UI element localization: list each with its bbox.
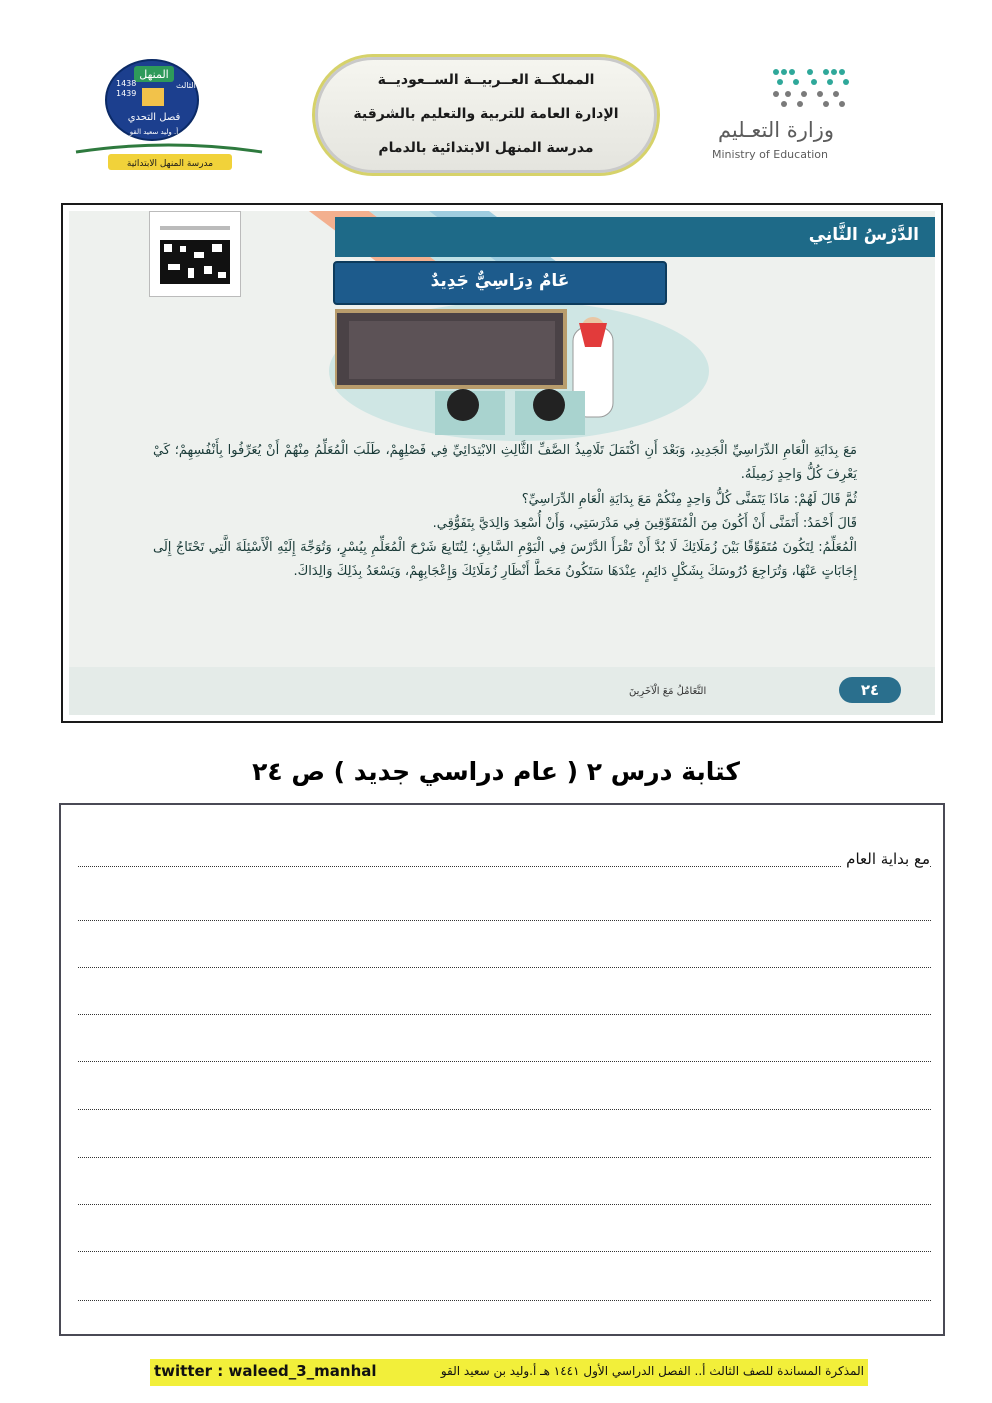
logo-teacher: أ. وليد سعيد القو [129, 128, 179, 136]
qr-code[interactable] [149, 211, 241, 297]
lesson-header-bar [335, 217, 935, 257]
lesson-paragraph: الْمُعَلِّمُ: لِتَكُونَ مُتَفَوِّقًا بَيْنَ زُمَلَائِكَ لَا بُدَّ أَنْ تَقْرَأَ الدَّرْسَ فِي الْيَوْمِ السَّابِقِ؛ لِتُتَابِعَ شَرْحَ الْمُعَلِّمِ بِيُسْرٍ، وَتُوَجِّهَ إِلَيْهِ الْأَسْئِلَةَ الَّتِي تَحْتَاجُ إِلَى إِجَابَاتٍ عَنْهَا، وَتُرَاجِعَ دُرُوسَكَ بِشَكْلٍ دَائِمٍ، عِنْدَهَا سَتَكُونُ مَحَطَّ أَنْظَارِ زُمَلَائِكَ وَإِعْجَابِهِمْ، وَيَسْعَدُ بِذَلِكَ وَالِدَاكَ. [153, 540, 857, 580]
header-line-3: مدرسة المنهل الابتدائية بالدمام [378, 140, 594, 156]
lesson-paragraph: ثُمَّ قَالَ لَهُمْ: مَاذَا يَتَمَنَّى كُلُّ وَاحِدٍ مِنْكُمْ مَعَ بِدَايَةِ الْعَامِ الدِّرَاسِيِّ؟ [521, 491, 857, 507]
logo-ribbon: مدرسة المنهل الابتدائية [126, 159, 214, 169]
book-footer-strip [69, 667, 935, 715]
qr-code-icon [150, 212, 240, 296]
task-heading: كتابة درس ٢ ( عام دراسي جديد ) ص ٢٤ [252, 757, 740, 786]
writing-line[interactable] [78, 1014, 931, 1015]
page-number-badge: ٢٤ [839, 677, 901, 703]
header-line-1: المملكــة العــربيــة الســعوديــة [377, 72, 595, 88]
book-page [61, 203, 943, 723]
header-banner [304, 46, 668, 184]
book-footer-caption: التَّعَامُلُ مَعَ الْآخَرِينَ [629, 686, 707, 697]
classroom-illustration [335, 307, 695, 435]
lesson-paragraph: مَعَ بِدَايَةِ الْعَامِ الدِّرَاسِيِّ الْجَدِيدِ، وَبَعْدَ أَنِ اكْتَمَلَ تَلَامِيذُ الصَّفِّ الثَّالِثِ الابْتِدَائِيِّ فِي فَصْلِهِمْ، طَلَبَ الْمُعَلِّمُ مِنْهُمْ أَنْ يُعَرِّفُوا بِأَنْفُسِهِمْ؛ كَيْ يَعْرِفَ كُلُّ وَاحِدٍ زَمِيلَهُ. [153, 443, 857, 483]
writing-line[interactable] [78, 920, 931, 921]
ministry-arabic-name: وزارة التعـليم [717, 118, 834, 142]
logo-grade: الثالث [176, 81, 196, 90]
ministry-dots-icon [770, 66, 850, 110]
lesson-title: عَامٌ دِرَاسِيٌّ جَدِيدٌ [430, 271, 570, 291]
lesson-paragraph: قَالَ أَحْمَدُ: أَتَمَنَّى أَنْ أَكُونَ مِنَ الْمُتَفَوِّقِينَ فِي مَدْرَسَتِي، وَأَنْ أُسْعِدَ وَالِدَيَّ بِتَفَوُّقِي. [432, 515, 857, 531]
writing-line[interactable] [78, 967, 931, 968]
logo-name: المنهل [139, 68, 169, 81]
lesson-label: الدَّرْسُ الثَّانِي [808, 225, 919, 245]
lesson-text [153, 439, 857, 585]
writing-line[interactable] [78, 866, 931, 867]
writing-line[interactable] [78, 1300, 931, 1301]
school-logo [72, 56, 266, 174]
ministry-english-name: Ministry of Education [712, 148, 829, 161]
writing-line[interactable] [78, 1251, 931, 1252]
header-line-2: الإدارة العامة للتربية والتعليم بالشرقية [353, 106, 619, 122]
ministry-logo [700, 62, 850, 172]
writing-line[interactable] [78, 1204, 931, 1205]
writing-line[interactable] [78, 1157, 931, 1158]
logo-year2: 1439 [116, 89, 137, 98]
lesson-title-box [333, 261, 667, 305]
logo-class: فصل التحدي [127, 112, 181, 123]
footer-twitter-handle: twitter : waleed_3_manhal [154, 1362, 377, 1380]
page-footer [150, 1359, 868, 1386]
first-line-prompt: مع بداية العام [842, 850, 930, 868]
writing-line[interactable] [78, 1061, 931, 1062]
writing-box[interactable] [59, 803, 945, 1336]
logo-year: 1438 [116, 79, 137, 88]
writing-line[interactable] [78, 1109, 931, 1110]
footer-info-text: المذكرة المساندة للصف الثالث أ.. الفصل الدراسي الأول ١٤٤١ هـ أ.وليد بن سعيد القو [440, 1364, 864, 1378]
